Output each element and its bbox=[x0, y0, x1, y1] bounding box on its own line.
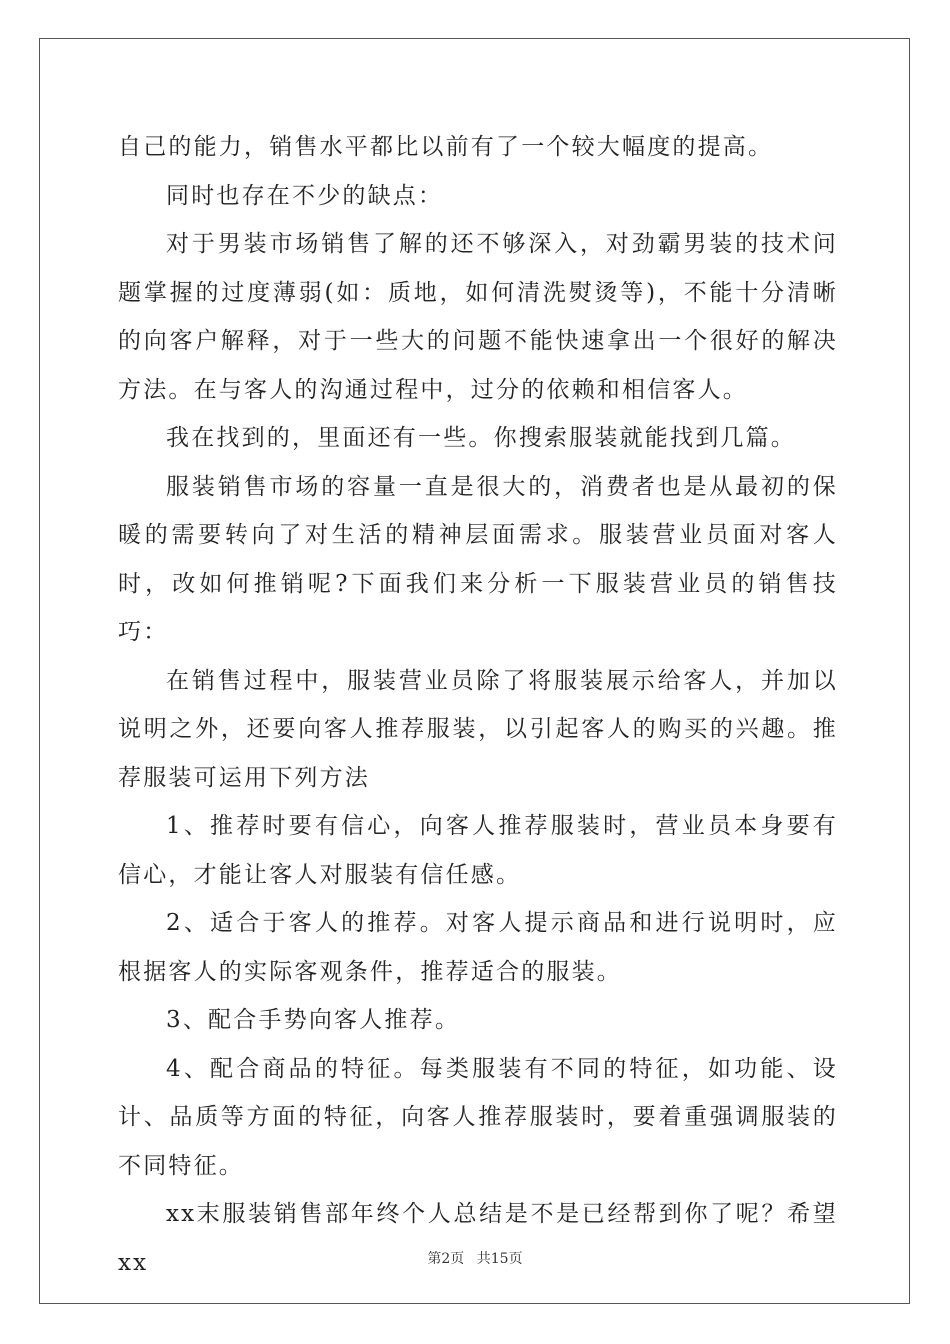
paragraph-10: 4、配合商品的特征。每类服装有不同的特征，如功能、设计、品质等方面的特征，向客人推荐服装时，要着重强调服装的不同特征。 bbox=[118, 1055, 838, 1179]
paragraph-4: 我在找到的，里面还有一些。你搜索服装就能找到几篇。 bbox=[166, 425, 796, 451]
paragraph-5: 服装销售市场的容量一直是很大的，消费者也是从最初的保暖的需要转向了对生活的精神层面需求。服装营业员面对客人时，改如何推销呢?下面我们来分析一下服装营业员的销售技巧： bbox=[118, 473, 838, 645]
paragraph-8: 2、适合于客人的推荐。对客人提示商品和进行说明时，应根据客人的实际客观条件，推荐适合的服装。 bbox=[118, 910, 838, 985]
document-body bbox=[118, 123, 838, 1287]
paragraph-9: 3、配合手势向客人推荐。 bbox=[166, 1007, 461, 1033]
paragraph-2: 同时也存在不少的缺点： bbox=[166, 182, 444, 209]
paragraph-3: 对于男装市场销售了解的还不够深入，对劲霸男装的技术问题掌握的过度薄弱(如：质地，如何清洗熨烫等)，不能十分清晰的向客户解释，对于一些大的问题不能快速拿出一个很好的解决方法。在与客人的沟通过程中，过分的依赖和相信客人。 bbox=[118, 231, 838, 403]
paragraph-6: 在销售过程中，服装营业员除了将服装展示给客人，并加以说明之外，还要向客人推荐服装，以引起客人的购买的兴趣。推荐服装可运用下列方法 bbox=[118, 667, 838, 791]
page-number: 第2页 bbox=[427, 1251, 465, 1267]
paragraph-11: xx末服装销售部年终个人总结是不是已经帮到你了呢？希望xx bbox=[118, 1201, 838, 1276]
page-footer bbox=[0, 1248, 950, 1268]
paragraph-7: 1、推荐时要有信心，向客人推荐服装时，营业员本身要有信心，才能让客人对服装有信任感。 bbox=[118, 813, 838, 888]
paragraph-1: 自己的能力，销售水平都比以前有了一个较大幅度的提高。 bbox=[118, 134, 774, 160]
total-pages: 共15页 bbox=[476, 1251, 523, 1267]
